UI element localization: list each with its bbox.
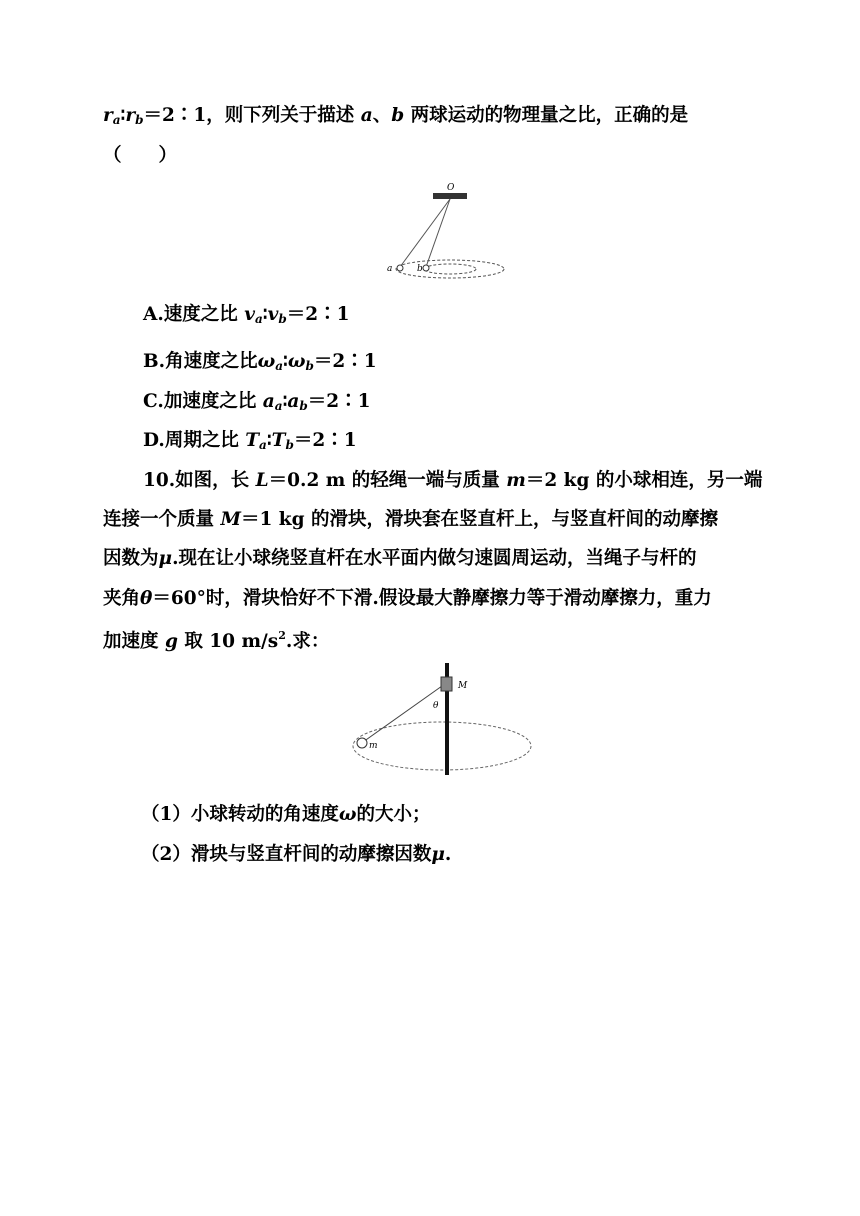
colon: ∶	[120, 105, 126, 126]
orbit-large	[396, 260, 504, 278]
text: .求：	[285, 631, 330, 652]
option-b	[143, 353, 377, 372]
symbol: ω	[287, 351, 306, 372]
ratio: ＝2∶1	[286, 304, 350, 325]
colon: ∶	[282, 351, 288, 372]
label-theta: θ	[433, 701, 439, 711]
option-prefix: B.角速度之比	[143, 351, 258, 372]
text: ＝60°时，滑块恰好不下滑.假设最大静摩擦力等于滑动摩擦力，重力	[152, 588, 712, 609]
string-a	[400, 199, 450, 267]
text: 取 10 m/s	[177, 631, 279, 652]
option-c	[143, 393, 371, 412]
subscript: a	[259, 438, 267, 452]
figure-rod-slider-ball	[345, 660, 540, 780]
symbol: ω	[338, 804, 357, 825]
superscript: 2	[278, 629, 286, 642]
symbol: ω	[257, 351, 276, 372]
subscript: b	[278, 312, 287, 326]
figure-conical-pendulums	[380, 175, 515, 280]
text: ＝2 kg 的小球相连，另一端	[525, 470, 763, 491]
symbol: r	[103, 105, 113, 126]
label-a: a	[387, 264, 393, 274]
subscript: b	[299, 399, 308, 413]
symbol: b	[391, 105, 405, 126]
text: 夹角	[103, 588, 141, 609]
subscript: a	[255, 312, 263, 326]
text: （1）小球转动的角速度	[141, 804, 339, 825]
q10-line-2	[103, 511, 718, 530]
ball-b	[423, 265, 429, 271]
ball-m	[357, 738, 367, 748]
symbol: M	[220, 509, 241, 530]
symbol: r	[125, 105, 136, 126]
symbol: a	[262, 391, 275, 412]
orbit-path	[353, 722, 531, 770]
text: （2）滑块与竖直杆间的动摩擦因数	[141, 844, 432, 865]
symbol: v	[267, 304, 279, 325]
ratio: ＝2∶1	[307, 391, 371, 412]
text: 因数为	[103, 548, 159, 569]
q10-line-4	[103, 590, 712, 609]
label-small-m: m	[369, 741, 378, 751]
text: 两球运动的物理量之比，正确的是	[404, 105, 689, 126]
symbol: m	[506, 470, 526, 491]
text: ＝2∶1，则下列关于描述	[143, 105, 361, 126]
q10-line-3	[103, 550, 697, 569]
q9-intro-line	[103, 107, 688, 126]
option-a	[143, 306, 350, 325]
option-prefix: D.周期之比	[143, 430, 246, 451]
symbol: g	[164, 631, 178, 652]
label-b: b	[417, 264, 423, 274]
text: .	[444, 844, 452, 865]
string-b	[426, 199, 450, 267]
colon: ∶	[262, 304, 268, 325]
subscript: b	[285, 438, 294, 452]
symbol: a	[360, 105, 373, 126]
label-big-m: M	[458, 681, 468, 691]
subscript: a	[112, 113, 121, 127]
symbol: L	[255, 470, 269, 491]
answer-blank: （ ）	[103, 145, 178, 166]
text: ＝0.2 m 的轻绳一端与质量	[268, 470, 507, 491]
q10-line-1	[143, 472, 762, 491]
text: .现在让小球绕竖直杆在水平面内做匀速圆周运动，当绳子与杆的	[172, 548, 697, 569]
text: 加速度	[103, 631, 165, 652]
symbol: v	[244, 304, 255, 325]
text: ＝1 kg 的滑块，滑块套在竖直杆上，与竖直杆间的动摩擦	[240, 509, 718, 530]
symbol: T	[245, 430, 260, 451]
q9-answer-paren	[103, 147, 177, 166]
subscript: b	[305, 359, 314, 373]
subscript: a	[275, 359, 283, 373]
colon: ∶	[282, 391, 288, 412]
subscript: b	[135, 113, 144, 127]
option-prefix: A.速度之比	[143, 304, 245, 325]
option-d	[143, 432, 357, 451]
ratio: ＝2∶1	[313, 351, 377, 372]
symbol: a	[287, 391, 300, 412]
symbol: θ	[140, 588, 153, 609]
subscript: a	[274, 399, 283, 413]
symbol: T	[271, 430, 286, 451]
text: 、	[372, 105, 392, 126]
label-o: O	[447, 183, 455, 193]
ball-a	[397, 265, 403, 271]
text: 连接一个质量	[103, 509, 221, 530]
q10-subquestion-2	[141, 846, 451, 865]
symbol: μ	[158, 548, 173, 569]
symbol: μ	[431, 844, 445, 865]
colon: ∶	[266, 430, 272, 451]
ratio: ＝2∶1	[293, 430, 357, 451]
rope	[363, 686, 442, 742]
q10-line-5	[103, 630, 329, 652]
option-prefix: C.加速度之比	[143, 391, 263, 412]
q10-subquestion-1	[141, 806, 431, 825]
text: 10.如图，长	[143, 470, 256, 491]
slider-block	[441, 677, 452, 691]
ceiling-support	[433, 193, 467, 199]
text: 的大小；	[356, 804, 431, 825]
orbit-small	[424, 264, 476, 274]
